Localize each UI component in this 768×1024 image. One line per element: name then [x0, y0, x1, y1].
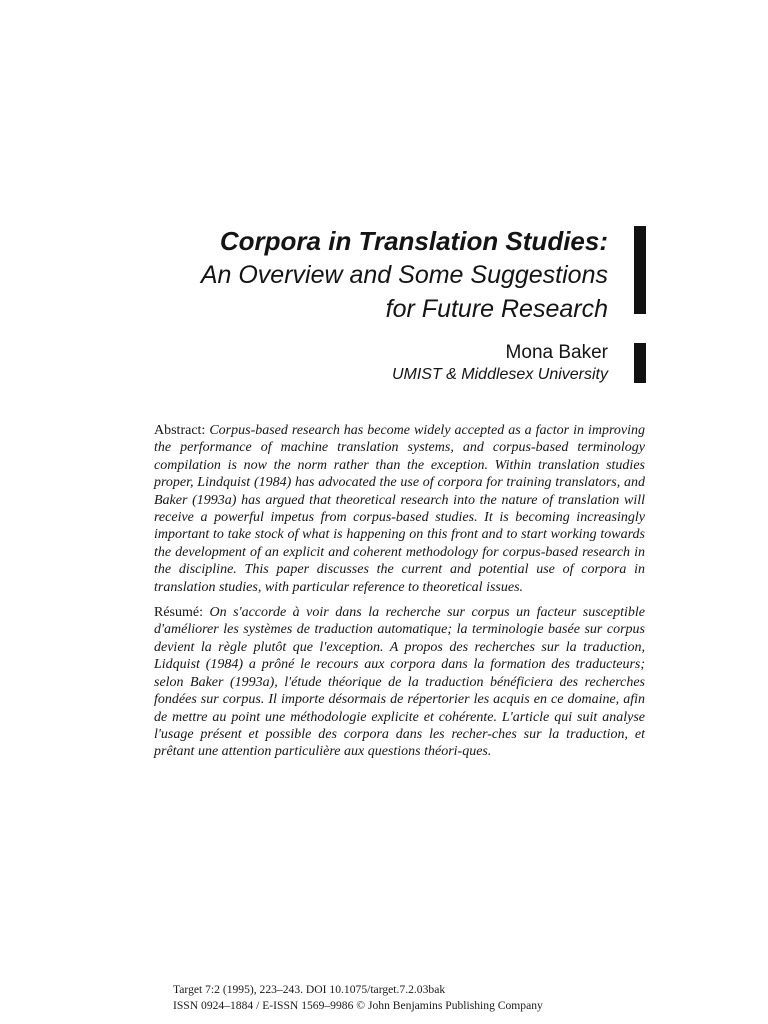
article-title [201, 224, 608, 326]
author-name: Mona Baker [505, 342, 608, 363]
resume-label: Résumé: [154, 605, 203, 621]
author-marker-bar [634, 343, 646, 383]
abstract-section [154, 422, 645, 769]
abstract-label: Abstract: [154, 423, 206, 438]
citation-line: Target 7:2 (1995), 223–243. DOI 10.1075/target.7.2.03bak [173, 983, 446, 996]
issn-line: ISSN 0924–1884 / E-ISSN 1569–9986 © John Benjamins Publishing Company [173, 999, 543, 1012]
resume-text: On s'accorde à voir dans la recherche sur corpus un facteur susceptible d'améliorer les systèmes de traduction automatique; la terminologie basée sur corpus devient la règle plutôt que l'exception. A propos des recherches sur la traduction, Lidquist (1984) a prôné le recours aux corpora dans la formation des traducteurs; selon Baker (1993a), l'étude théorique de la traduction bénéficiera des recherches fondées sur corpus. Il importe désormais de répertorier les acquis en ce domaine, afin de mettre au point une méthodologie explicite et cohérente. L'article qui suit analyse l'usage présent et possible des corpora dans les recher-ches sur la traduction, et prêtant une attention particulière aux questions théori-ques. [154, 605, 645, 760]
author-block [392, 342, 608, 386]
title-line-subtitle: An Overview and Some Suggestions [200, 261, 608, 289]
abstract-text: Corpus-based research has become widely accepted as a factor in improving the performance of machine translation systems, and corpus-based terminology compilation is now the norm rather than the exception. Within translation studies proper, Lindquist (1984) has advocated the use of corpora for training translators, and Baker (1993a) has argued that theoretical research into the nature of translation will receive a powerful impetus from corpus-based studies. It is becoming increasingly important to take stock of what is happening on this front and to start working towards the development of an explicit and coherent methodology for corpus-based research in the discipline. This paper discusses the current and potential use of corpora in translation studies, with particular reference to theoretical issues. [154, 423, 646, 595]
title-marker-bar [634, 226, 646, 314]
author-affiliation: UMIST & Middlesex University [391, 366, 608, 383]
publication-footer [173, 982, 543, 1014]
resume-paragraph [154, 604, 645, 761]
abstract-paragraph [154, 422, 645, 596]
title-line-main: Corpora in Translation Studies: [219, 226, 608, 256]
title-line-subtitle-cont: for Future Research [385, 295, 608, 323]
